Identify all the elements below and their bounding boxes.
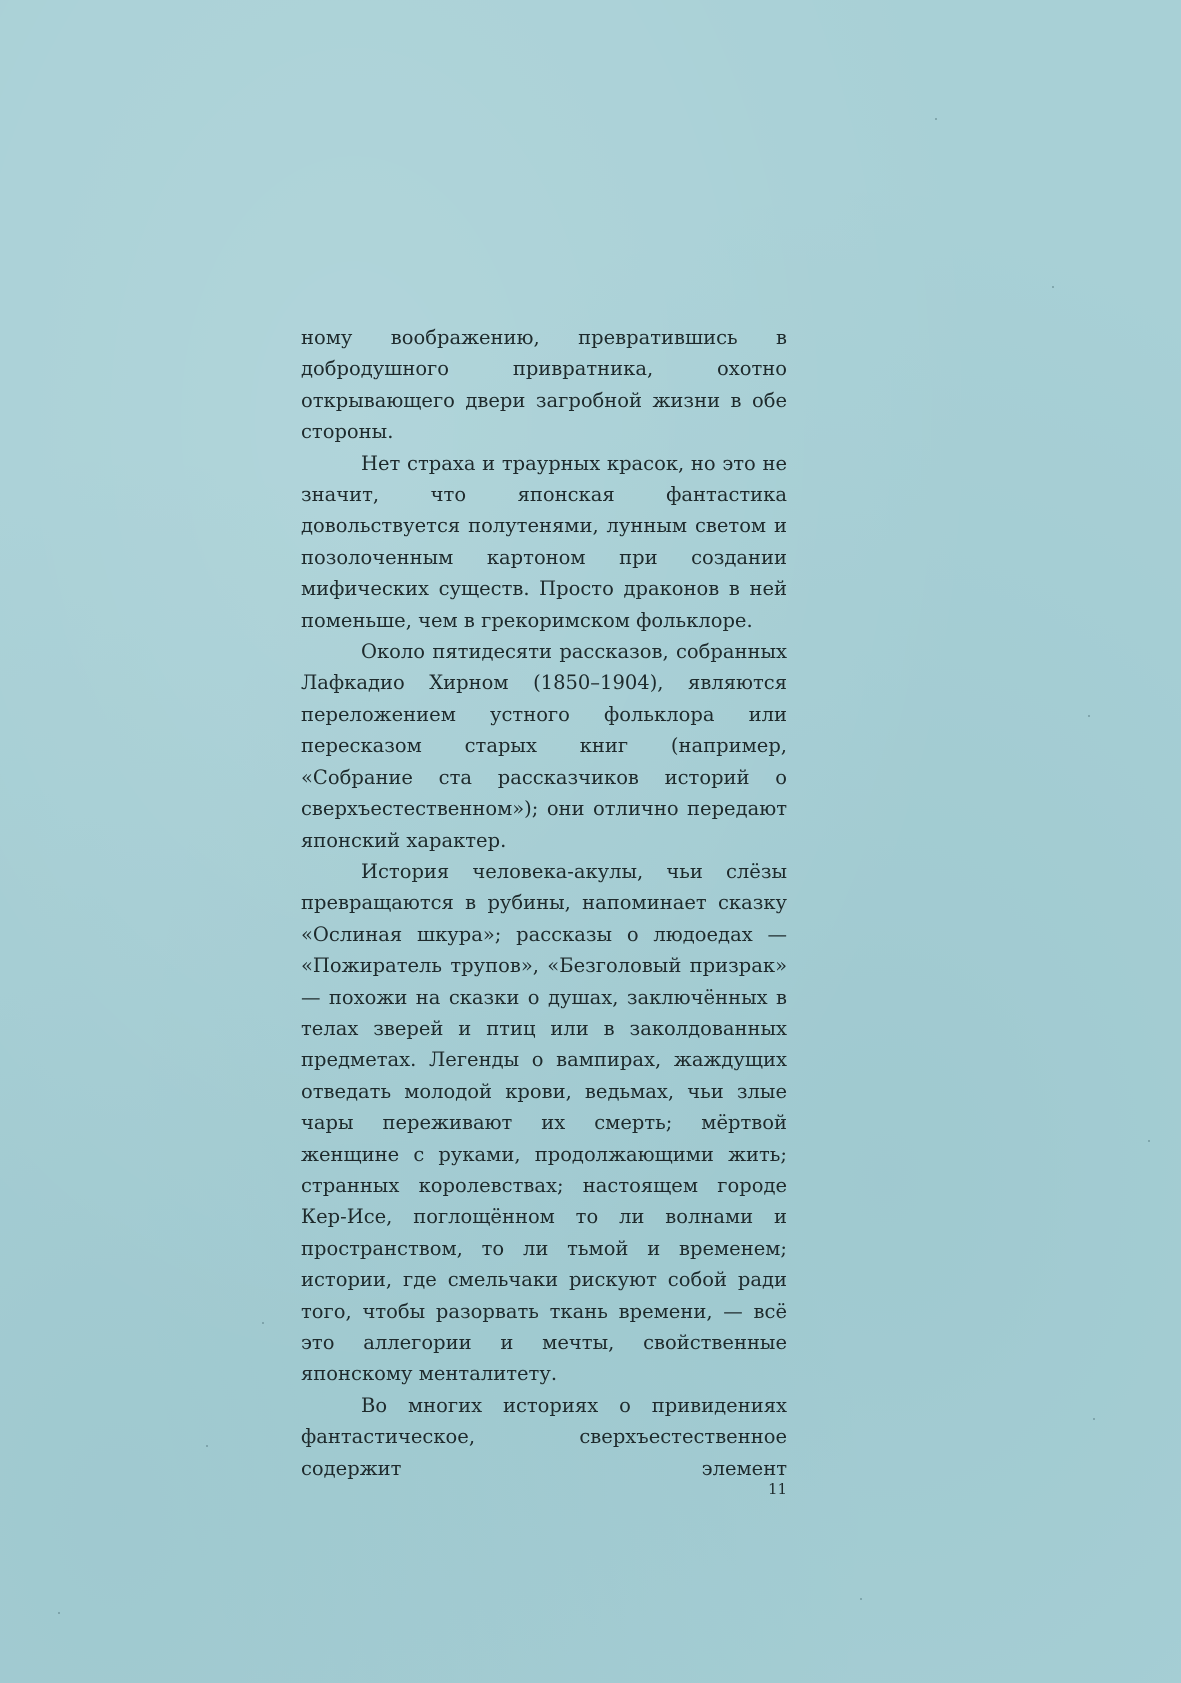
- page-number: 11: [768, 1480, 788, 1498]
- paragraph-4: История человека-акулы, чьи слёзы превращаются в рубины, напоминает сказку «Ослиная шкура»; рассказы о людоедах — «Пожиратель трупов», «Безголовый призрак» — похожи на сказки о душах, заключённых в телах зверей и птиц или в заколдованных предметах. Легенды о вампирах, жаждущих отведать молодой крови, ведьмах, чьи злые чары переживают их смерть; мёртвой женщине с руками, продолжающими жить; странных королевствах; настоящем городе Кер-Исе, поглощённом то ли волнами и пространством, то ли тьмой и временем; истории, где смельчаки рискуют собой ради того, чтобы разорвать ткань времени, — всё это аллегории и мечты, свойственные японскому менталитету.: [301, 859, 787, 1386]
- paper-speck: [1148, 1140, 1150, 1142]
- paragraph-3: Около пятидесяти рассказов, собранных Лафкадио Хирном (1850–1904), являются переложением устного фольклора или пересказом старых книг (например, «Собрание ста рассказчиков историй о сверхъестественном»); они отлично передают японский характер.: [301, 640, 787, 852]
- paper-speck: [1093, 1418, 1095, 1420]
- paper-speck: [860, 1598, 862, 1600]
- paper-speck: [1088, 715, 1090, 717]
- paper-speck: [1052, 286, 1054, 288]
- body-text: [301, 322, 787, 1484]
- paper-speck: [206, 1445, 208, 1447]
- paper-speck: [935, 118, 937, 120]
- paragraph-1: ному воображению, превратившись в добродушного привратника, охотно открывающего двери загробной жизни в обе стороны.: [301, 326, 787, 444]
- paragraph-5: Во многих историях о привидениях фантастическое, сверхъестественное содержит элемент: [301, 1393, 787, 1480]
- paragraph-2: Нет страха и траурных красок, но это не значит, что японская фантастика довольствуется полутенями, лунным светом и позолоченным картоном при создании мифических существ. Просто драконов в ней поменьше, чем в грекоримском фольклоре.: [301, 451, 787, 632]
- paper-speck: [262, 1322, 264, 1324]
- paper-speck: [58, 1612, 60, 1614]
